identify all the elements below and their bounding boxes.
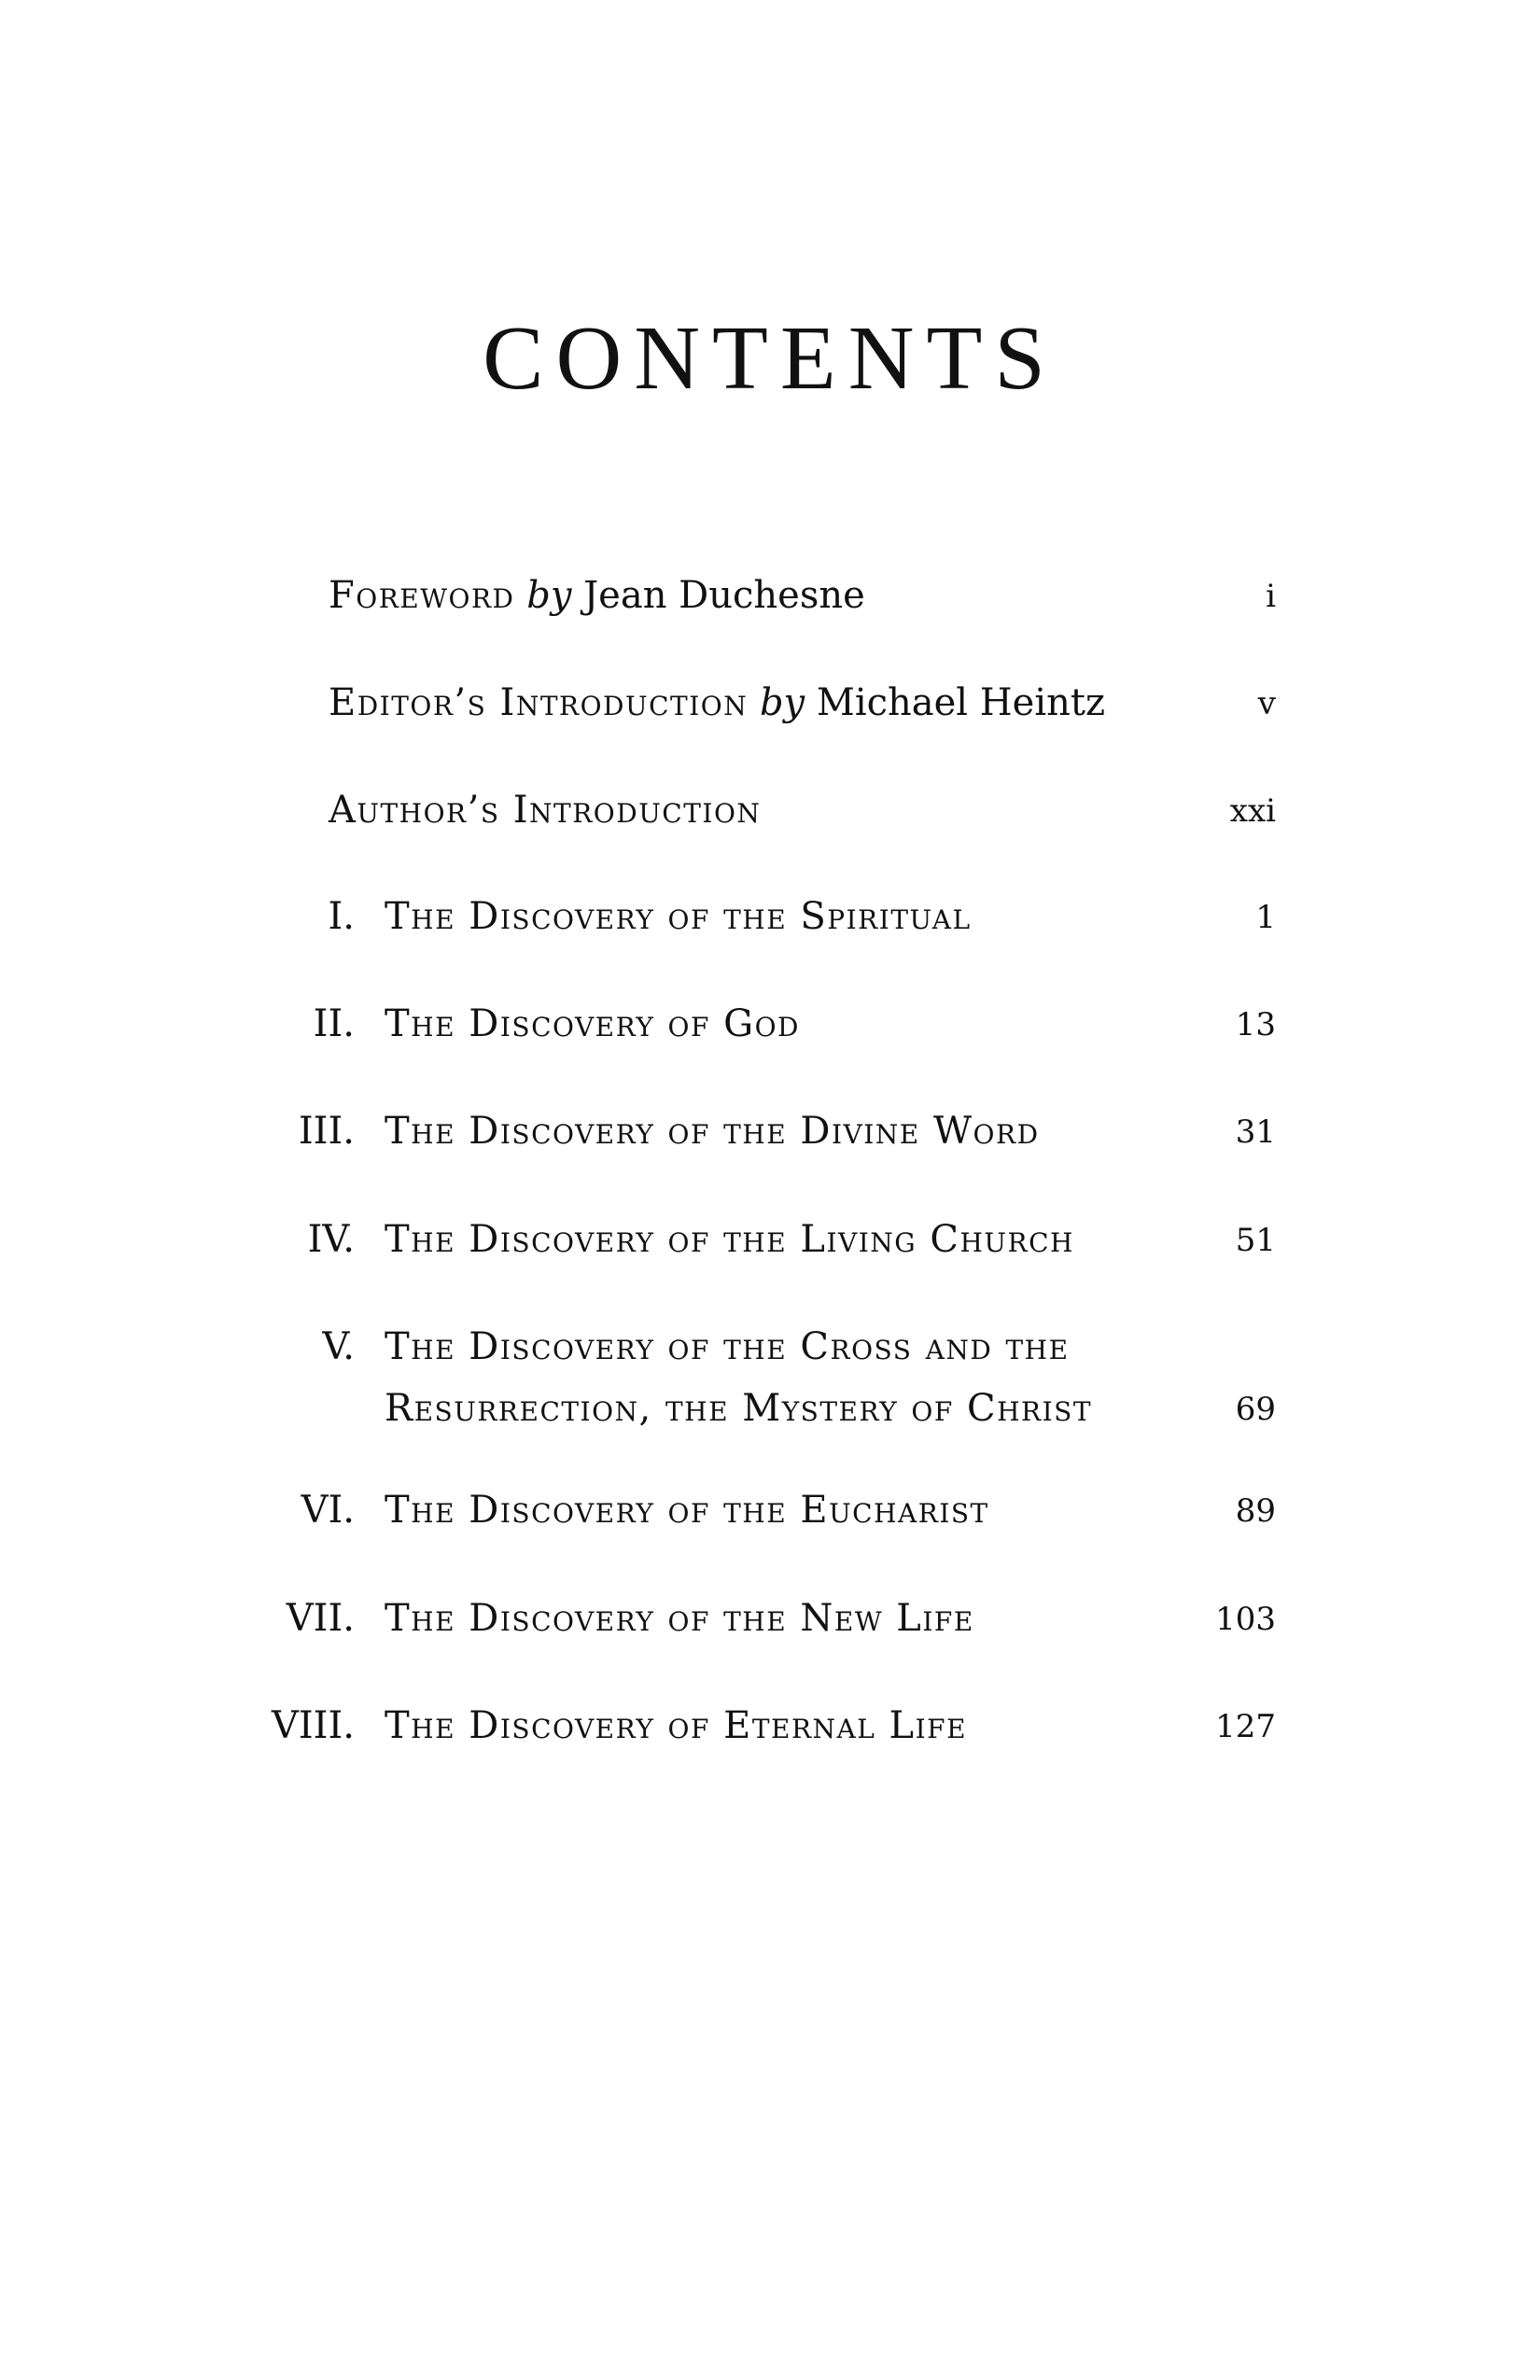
chapter-numeral: III. bbox=[298, 1110, 355, 1153]
chapter-title: The Discovery of God bbox=[385, 1002, 800, 1045]
page-number: 103 bbox=[1215, 1601, 1276, 1638]
page-number: 31 bbox=[1235, 1113, 1276, 1151]
chapter-title bbox=[385, 1325, 1093, 1430]
page-title: CONTENTS bbox=[483, 308, 1057, 409]
entry-title: Author’s Introduction bbox=[329, 789, 762, 832]
chapter-title: The Discovery of the Divine Word bbox=[385, 1110, 1040, 1153]
chapter-title: The Discovery of the Eucharist bbox=[385, 1489, 989, 1532]
page-number: v bbox=[1257, 685, 1276, 722]
page-number: i bbox=[1266, 578, 1276, 615]
page-number: 69 bbox=[1235, 1391, 1276, 1428]
entry-title: Foreword by Jean Duchesne bbox=[329, 574, 865, 617]
entry-title: Editor’s Introduction by Michael Heintz bbox=[329, 681, 1106, 724]
page-number: 89 bbox=[1235, 1492, 1276, 1530]
chapter-title: The Discovery of the Spiritual bbox=[385, 895, 972, 938]
chapter-numeral: V. bbox=[322, 1325, 355, 1368]
chapter-numeral: VIII. bbox=[271, 1704, 355, 1747]
chapter-title: The Discovery of Eternal Life bbox=[385, 1704, 968, 1747]
chapter-title: The Discovery of the Living Church bbox=[385, 1218, 1074, 1261]
chapter-numeral: II. bbox=[313, 1002, 355, 1045]
page-number: 51 bbox=[1235, 1222, 1276, 1259]
page-number: 127 bbox=[1215, 1708, 1276, 1745]
page-number: xxi bbox=[1229, 792, 1276, 830]
page-number: 13 bbox=[1235, 1006, 1276, 1043]
page-number: 1 bbox=[1255, 899, 1276, 936]
chapter-title-line-2: Resurrection, the Mystery of Christ bbox=[385, 1387, 1093, 1430]
chapter-title: The Discovery of the New Life bbox=[385, 1597, 974, 1640]
chapter-numeral: I. bbox=[328, 895, 355, 938]
chapter-title-line-1: The Discovery of the Cross and the bbox=[385, 1325, 1070, 1368]
chapter-numeral: VII. bbox=[286, 1597, 355, 1640]
chapter-numeral: VI. bbox=[301, 1489, 355, 1532]
chapter-numeral: IV. bbox=[307, 1218, 355, 1261]
